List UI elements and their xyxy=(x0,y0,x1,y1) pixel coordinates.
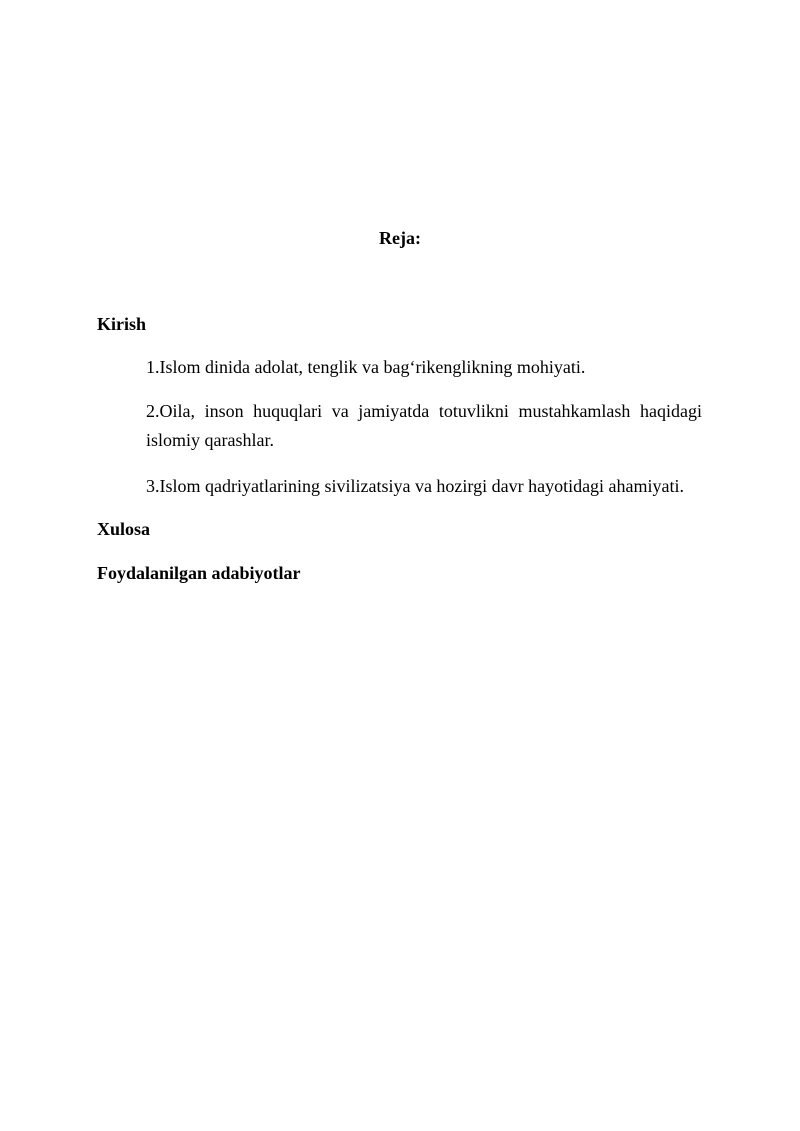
intro-heading: Kirish xyxy=(97,314,147,334)
plan-item-2-line-2: islomiy qarashlar. xyxy=(146,430,274,450)
plan-title: Reja: xyxy=(379,228,421,248)
plan-item-3: 3.Islom qadriyatlarining sivilizatsiya va hozirgi davr hayotidagi ahamiyati. xyxy=(146,476,685,496)
plan-item-1: 1.Islom dinida adolat, tenglik va bag‘rikenglikning mohiyati. xyxy=(146,357,586,377)
plan-item-2-line-1: 2.Oila, inson huquqlari va jamiyatda totuvlikni mustahkamlash haqidagi xyxy=(146,401,702,421)
plan-item-2 xyxy=(146,397,702,455)
conclusion-heading: Xulosa xyxy=(97,519,151,539)
references-heading: Foydalanilgan adabiyotlar xyxy=(97,563,301,583)
